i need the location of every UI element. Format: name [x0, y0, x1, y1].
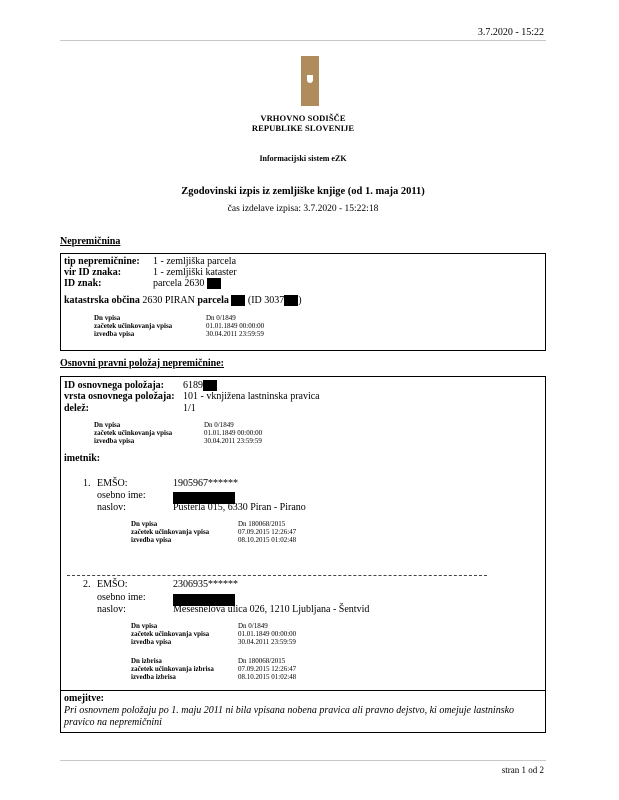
redaction — [231, 295, 245, 306]
system-name: Informacijski sistem eZK — [259, 154, 347, 163]
nepremicnina-box: tip nepremičnine: 1 - zemljiška parcela vir ID znaka: 1 - zemljiški kataster ID znak: parcela 2630 katastrska občina 2630 PIRAN parcela (ID 3037 ) Dn vpisa začetek učinkovanja vpisa izvedba vpisa Dn 0/1849 01.01.1849 00:00:00 30.04.2011 23:59:59 — [60, 253, 546, 351]
redaction — [203, 380, 217, 391]
imetnik-label: imetnik: — [64, 453, 101, 464]
section-polozaj: Osnovni pravni položaj nepremičnine: — [60, 358, 224, 369]
footer-rule — [60, 760, 546, 761]
page-number: stran 1 od 2 — [501, 765, 544, 775]
logo-text: VRHOVNO SODIŠČE REPUBLIKE SLOVENIJE — [251, 113, 355, 133]
owner-separator — [67, 575, 487, 576]
header-datetime: 3.7.2020 - 15:22 — [477, 27, 544, 38]
omejitve-text: Pri osnovnem položaju po 1. maju 2011 ni bila vpisana nobena pravica ali pravno dejstvo, ki omejuje lastninsko — [64, 705, 515, 716]
redaction — [284, 295, 298, 306]
redaction — [207, 278, 221, 289]
header-rule — [60, 40, 546, 41]
document-title: Zgodovinski izpis iz zemljiške knjige (od 1. maja 2011) — [181, 186, 425, 197]
court-logo-icon — [301, 56, 319, 106]
polozaj-box: ID osnovnega položaja: 6189 vrsta osnovnega položaja: 101 - vknjižena lastninska pravica delež: 1/1 Dn vpisa začetek učinkovanja vpisa izvedba vpisa Dn 0/1849 01.01.1849 00:00:00 30.04.2011 23:59:59 imetnik: 1. EMŠO: 1905967****** osebno ime: naslov: Pusterla 015, 6330 Piran - Pirano Dn vpisa začetek učinkovanja vpisa izvedba vpisa Dn 180068/2015 07.09.2015 12:26:47 08.10.2015 01:02:48 2. EMŠO: 2306935****** osebno ime: naslov: Mesesnelova ulica 026, 1210 Ljubljana - Šentvid Dn vpisa začetek učinkovanja vpisa izvedba vpisa Dn 0/1849 01.01.1849 00:00:00 30.04.2011 23:59:59 Dn izbrisa začetek učinkovanja izbrisa izvedba izbrisa Dn 180068/2015 07.09.2015 12:26:47 08.10.2015 01:02:48 omejitve: Pri osnovnem položaju po 1. maju 2011 ni bila vpisana nobena pravica ali pravno dejstvo, ki omejuje lastninsko pravico na nepremičnini — [60, 376, 546, 733]
created-time: čas izdelave izpisa: 3.7.2020 - 15:22:18 — [227, 204, 379, 214]
omejitve-divider — [61, 690, 545, 691]
omejitve-label: omejitve: — [64, 693, 104, 704]
omejitve-text-2: pravico na nepremičnini — [64, 717, 162, 728]
section-nepremicnina: Nepremičnina — [60, 236, 121, 247]
vpis-labels: Dn vpisa začetek učinkovanja vpisa izvedba vpisa — [94, 314, 173, 338]
vpis-values: Dn 0/1849 01.01.1849 00:00:00 30.04.2011 23:59:59 — [206, 314, 265, 338]
